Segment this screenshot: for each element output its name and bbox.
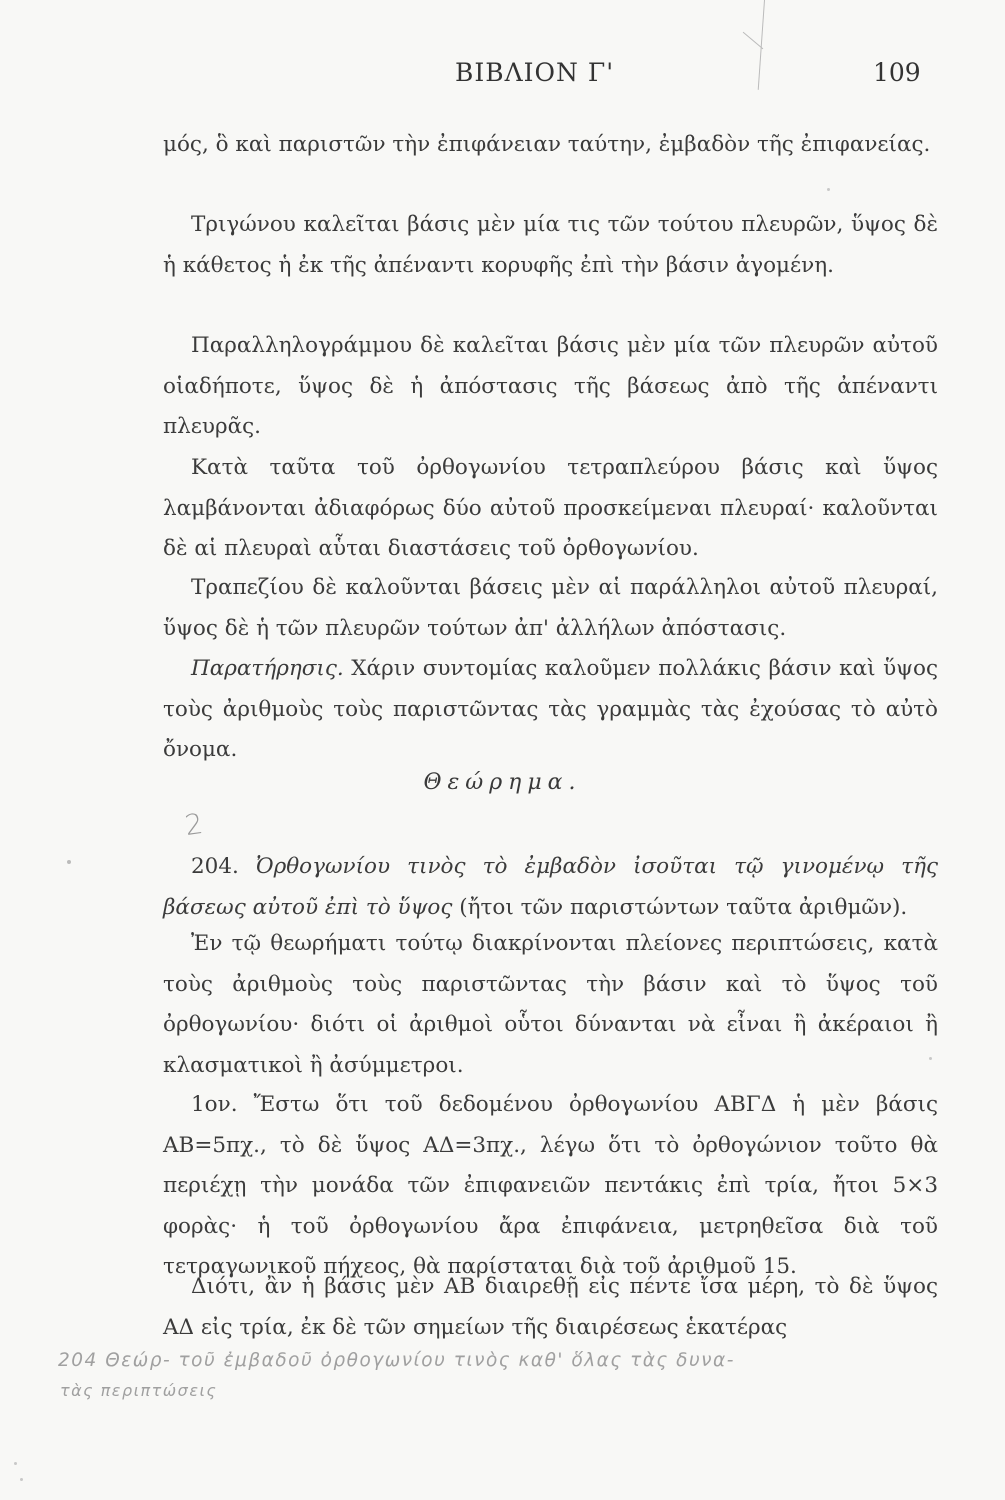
paragraph-text	[163, 649, 938, 771]
theorem-heading: Θεώρημα.	[423, 770, 582, 795]
remark-label: Παρατήρησις.	[191, 656, 344, 681]
paragraph-text: 1ον. Ἔστω ὅτι τοῦ δεδομένου ὀρθογωνίου ΑΒΓΔ ἡ μὲν βάσις ΑΒ=5πχ., τὸ δὲ ὕψος ΑΔ=3πχ., λέγω ὅτι τὸ ὀρθογώνιον τοῦτο θὰ περιέχῃ τὴν μονάδα τῶν ἐπιφανειῶν πεντάκις ἐπὶ τρία, ἤτοι 5×3 φορὰς· ἡ τοῦ ὀρθογωνίου ἄρα ἐπιφάνεια, μετρηθεῖσα διὰ τοῦ τετραγωνικοῦ πήχεος, θὰ παρίσταται διὰ τοῦ ἀριθμοῦ 15.	[163, 1092, 938, 1279]
paragraph-text: Διότι, ἂν ἡ βάσις μὲν ΑΒ διαιρεθῇ εἰς πέντε ἴσα μέρη, τὸ δὲ ὕψος ΑΔ εἰς τρία, ἐκ δὲ τῶν σημείων τῆς διαιρέσεως ἑκατέρας	[163, 1274, 938, 1340]
paragraph-rectangle-dimensions	[163, 448, 938, 570]
paper-speck	[20, 1478, 23, 1481]
paragraph-case-one	[163, 1085, 938, 1288]
remark-text: Χάριν συντομίας καλοῦμεν πολλάκις βάσιν καὶ ὕψος τοὺς ἀριθμοὺς τοὺς παριστῶντας τὰς γραμμὰς τὰς ἐχούσας τὸ αὐτὸ ὄνομα.	[163, 656, 938, 762]
paragraph-cases	[163, 924, 938, 1086]
paragraph-continuation	[163, 125, 938, 166]
handwritten-note-line1: 204 Θεώρ- τοῦ ἐμβαδοῦ ὀρθογωνίου τινὸς καθ' ὅλας τὰς δυνα-	[58, 1350, 735, 1371]
page-number: 109	[873, 58, 921, 87]
running-title: ΒΙΒΛΙΟΝ Γ'	[455, 58, 615, 87]
paper-speck	[827, 188, 830, 191]
theorem-number: 204.	[191, 854, 239, 879]
paragraph-text: Παραλληλογράμμου δὲ καλεῖται βάσις μὲν μία τῶν πλευρῶν αὐτοῦ οἱαδήποτε, ὕψος δὲ ἡ ἀπόστασις τῆς βάσεως ἀπὸ τῆς ἀπέναντι πλευρᾶς.	[163, 333, 938, 439]
paragraph-trapezium-definition	[163, 568, 938, 649]
paper-speck	[929, 1057, 932, 1060]
paragraph-text: Κατὰ ταῦτα τοῦ ὀρθογωνίου τετραπλεύρου βάσις καὶ ὕψος λαμβάνονται ἀδιαφόρως δύο αὐτοῦ προσκείμεναι πλευραί· καλοῦνται δὲ αἱ πλευραὶ αὗται διαστάσεις τοῦ ὀρθογωνίου.	[163, 455, 938, 561]
paper-speck	[14, 1462, 17, 1465]
paragraph-text: Τριγώνου καλεῖται βάσις μὲν μία τις τῶν τούτου πλευρῶν, ὕψος δὲ ἡ κάθετος ἡ ἐκ τῆς ἀπέναντι κορυφῆς ἐπὶ τὴν βάσιν ἀγομένη.	[163, 212, 938, 278]
paragraph-remark	[163, 649, 938, 771]
pencil-mark: 2	[182, 806, 206, 843]
paragraph-text	[163, 847, 938, 928]
theorem-statement	[163, 847, 938, 928]
paragraph-text: μός, ὃ καὶ παριστῶν τὴν ἐπιφάνειαν ταύτην, ἐμβαδὸν τῆς ἐπιφανείας.	[163, 132, 931, 157]
paragraph-text: Ἐν τῷ θεωρήματι τούτῳ διακρίνονται πλείονες περιπτώσεις, κατὰ τοὺς ἀριθμοὺς τοὺς παριστῶντας τὴν βάσιν καὶ τὸ ὕψος τοῦ ὀρθογωνίου· διότι οἱ ἀριθμοὶ οὗτοι δύνανται νὰ εἶναι ἢ ἀκέραιοι ἢ κλασματικοὶ ἢ ἀσύμμετροι.	[163, 931, 938, 1078]
paragraph-text: Τραπεζίου δὲ καλοῦνται βάσεις μὲν αἱ παράλληλοι αὐτοῦ πλευραί, ὕψος δὲ ἡ τῶν πλευρῶν τούτων ἀπ' ἀλλήλων ἀπόστασις.	[163, 575, 938, 641]
paragraph-proof	[163, 1267, 938, 1348]
margin-dot	[67, 860, 71, 864]
page-header	[0, 58, 1005, 98]
theorem-parenthetical: (ἤτοι τῶν παριστώντων ταῦτα ἀριθμῶν).	[452, 894, 908, 920]
paragraph-parallelogram-definition	[163, 326, 938, 448]
handwritten-note-line2: τὰς περιπτώσεις	[60, 1381, 218, 1400]
paragraph-triangle-definition	[163, 205, 938, 286]
theorem-text: Ὀρθογωνίου τινὸς τὸ ἐμβαδὸν ἰσοῦται τῷ γινομένῳ τῆς βάσεως αὐτοῦ ἐπὶ τὸ ὕψος	[163, 854, 938, 920]
